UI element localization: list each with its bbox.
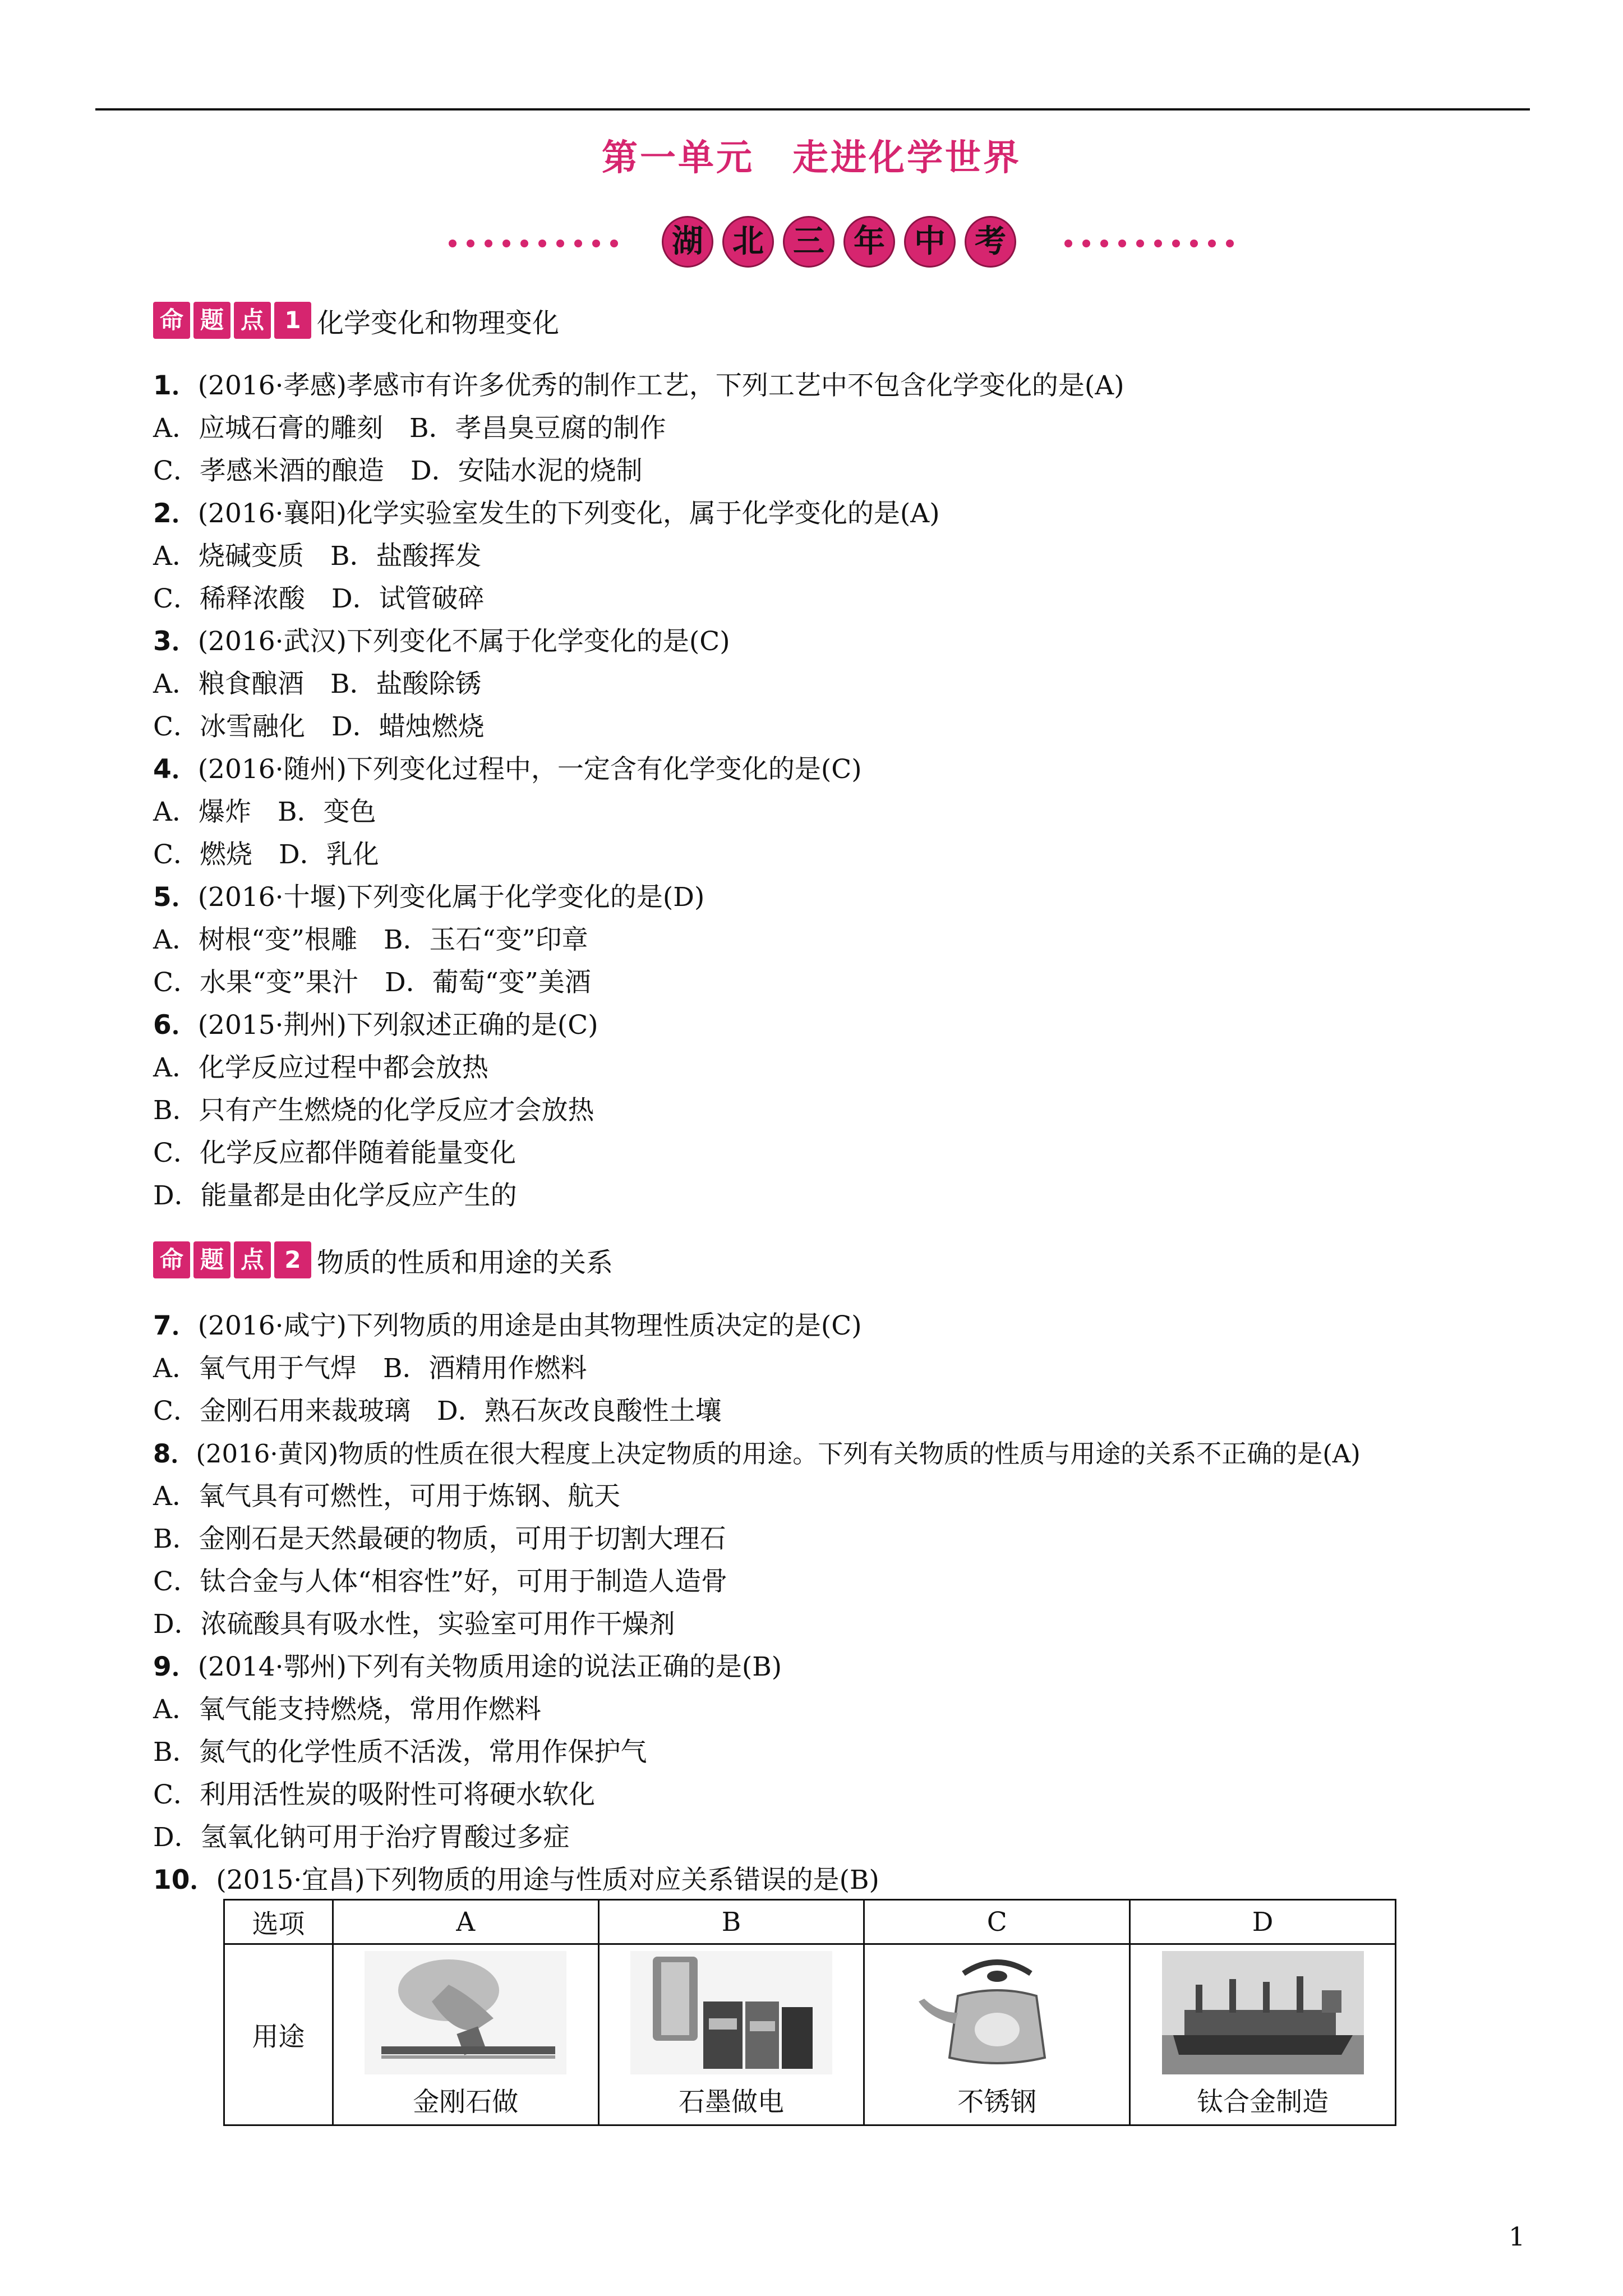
kettle-image [896,1951,1098,2074]
option-line: A．氧气用于气焊 B．酒精用作燃料 [153,1353,587,1384]
option-line: C．钛合金与人体“相容性”好，可用于制造人造骨 [153,1566,728,1597]
top-rule [95,108,1530,111]
section-number: 1 [274,302,311,339]
table-caption: 金刚石做 [413,2086,519,2118]
section-number: 2 [274,1241,311,1278]
table-cell [1130,1944,1396,2125]
diamond-cutting-image [365,1951,566,2074]
tag-char: 点 [234,1241,271,1278]
table-row [224,1944,1396,2125]
ship-image [1162,1951,1364,2074]
table-cell [598,1944,864,2125]
page-number: 1 [1509,2221,1525,2252]
banner-char: 年 [843,216,895,268]
section-header-1 [153,300,559,341]
table-cell [864,1944,1130,2125]
section-tag [153,302,315,339]
question-line: 5．(2016·十堰)下列变化属于化学变化的是(D) [153,882,705,913]
question-line: 4．(2016·随州)下列变化过程中，一定含有化学变化的是(C) [153,754,862,785]
option-line: D．浓硫酸具有吸水性，实验室可用作干燥剂 [153,1609,675,1640]
table-cell [333,1944,598,2125]
option-line: D．氢氧化钠可用于治疗胃酸过多症 [153,1822,570,1853]
question-line: 6．(2015·荆州)下列叙述正确的是(C) [153,1010,598,1041]
tag-char: 命 [153,1241,190,1278]
option-line: C．水果“变”果汁 D．葡萄“变”美酒 [153,967,591,998]
table-header-cell: A [333,1900,598,1944]
section-tag [153,1241,315,1278]
table-caption: 钛合金制造 [1197,2086,1329,2118]
option-line: A．树根“变”根雕 B．玉石“变”印章 [153,924,588,955]
section-title: 化学变化和物理变化 [317,307,560,339]
option-line: A．爆炸 B．变色 [153,797,376,827]
option-line: C．化学反应都伴随着能量变化 [153,1138,516,1168]
table-caption: 不锈钢 [957,2086,1037,2118]
option-line: B．金刚石是天然最硬的物质，可用于切割大理石 [153,1524,726,1554]
tag-char: 题 [193,302,230,339]
option-line: A．化学反应过程中都会放热 [153,1052,488,1083]
banner-char: 考 [965,216,1016,268]
tag-char: 命 [153,302,190,339]
question-line: 7．(2016·咸宁)下列物质的用途是由其物理性质决定的是(C) [153,1310,862,1341]
option-line: A．应城石膏的雕刻 B．孝昌臭豆腐的制作 [153,413,666,444]
option-line: C．稀释浓酸 D．试管破碎 [153,583,485,614]
question-line: 10．(2015·宜昌)下列物质的用途与性质对应关系错误的是(B) [153,1865,879,1895]
page-title: 第一单元 走进化学世界 [602,137,1021,179]
table-header-cell: C [864,1900,1130,1944]
option-line: A．氧气能支持燃烧，常用作燃料 [153,1694,541,1725]
table-caption: 石墨做电 [679,2086,785,2118]
tag-char: 题 [193,1241,230,1278]
question-line: 2．(2016·襄阳)化学实验室发生的下列变化，属于化学变化的是(A) [153,498,940,529]
option-line: D．能量都是由化学反应产生的 [153,1180,517,1211]
option-line: C．利用活性炭的吸附性可将硬水软化 [153,1779,595,1810]
banner-dots-right [1064,240,1234,249]
question-line: 8．(2016·黄冈)物质的性质在很大程度上决定物质的用途。下列有关物质的性质与用途的关系不正确的是(A) [153,1439,1361,1469]
section-title: 物质的性质和用途的关系 [317,1246,614,1278]
option-line: C．金刚石用来裁玻璃 D．熟石灰改良酸性土壤 [153,1396,722,1427]
banner-char: 北 [722,216,774,268]
banner-char: 中 [904,216,956,268]
question-line: 1．(2016·孝感)孝感市有许多优秀的制作工艺，下列工艺中不包含化学变化的是(A) [153,370,1124,401]
row-label: 用途 [224,1944,333,2125]
option-line: C．燃烧 D．乳化 [153,839,379,870]
option-line: A．烧碱变质 B．盐酸挥发 [153,541,482,572]
section-header-2 [153,1240,613,1280]
battery-image [630,1951,832,2074]
question-line: 9．(2014·鄂州)下列有关物质用途的说法正确的是(B) [153,1651,782,1682]
banner-dots-left [449,240,618,249]
question-block-1 [153,365,1533,1217]
exam-banner [449,216,1234,272]
table-header-row [224,1900,1396,1944]
table-header-cell: 选项 [224,1900,333,1944]
option-line: B．只有产生燃烧的化学反应才会放热 [153,1095,594,1126]
banner-char: 湖 [662,216,713,268]
question-block-2 [153,1305,1533,1902]
question-line: 3．(2016·武汉)下列变化不属于化学变化的是(C) [153,626,730,657]
option-line: C．冰雪融化 D．蜡烛燃烧 [153,711,485,742]
banner-char: 三 [783,216,834,268]
table-header-cell: B [598,1900,864,1944]
banner-title [662,216,1016,268]
tag-char: 点 [234,302,271,339]
option-line: B．氮气的化学性质不活泼，常用作保护气 [153,1737,647,1768]
option-line: A．氧气具有可燃性，可用于炼钢、航天 [153,1481,620,1512]
option-line: C．孝感米酒的酿造 D．安陆水泥的烧制 [153,455,643,486]
table-header-cell: D [1130,1900,1396,1944]
options-table [223,1899,1396,2126]
option-line: A．粮食酿酒 B．盐酸除锈 [153,669,482,700]
